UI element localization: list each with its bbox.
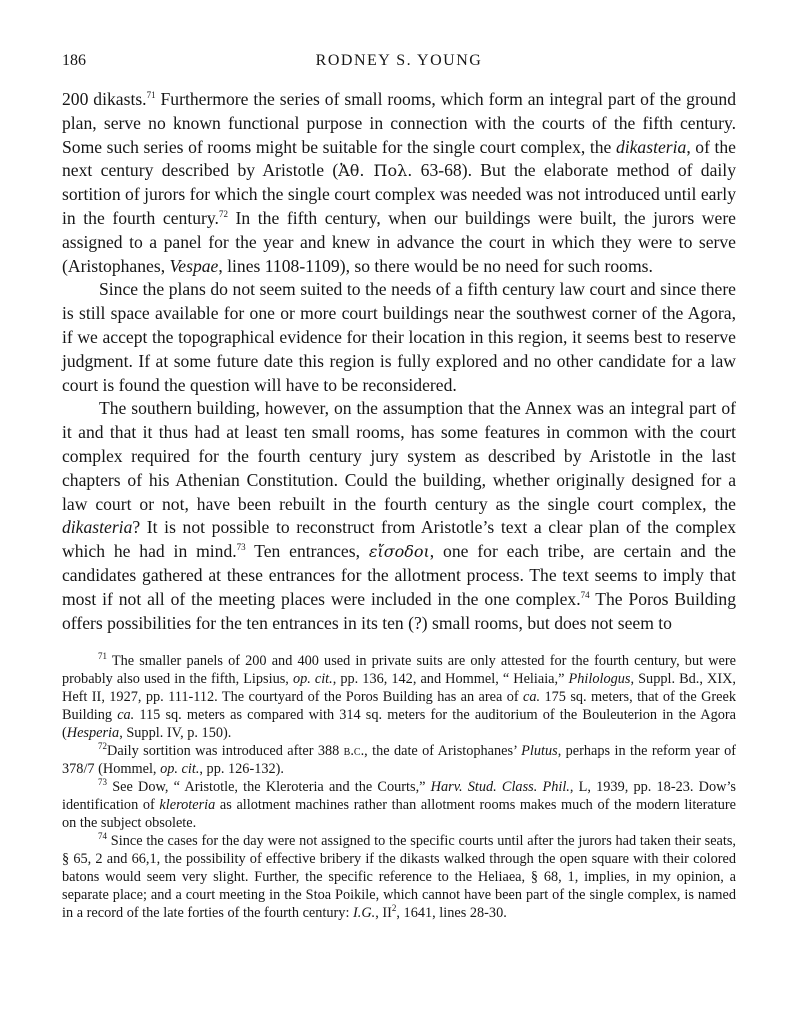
footnote-71: $^{71}$ The smaller panels of 200 and 400 used in private suits are only attested for the fourth century, but were probably also used in the fifth, Lipsius, op. cit., pp. 136, 142, and Hommel, “ Heliaia,” Philologus, Suppl. Bd., XIX, Heft II, 1927, pp. 111-112. The courtyard of the Poros Building has an area of ca. 175 sq. meters, that of the Greek Building ca. 115 sq. meters as compared with 314 sq. meters for the auditorium of the Bouleuterion in the Agora (Hesperia, Suppl. IV, p. 150). — [62, 651, 736, 742]
footnote-73: $^{73}$ See Dow, “ Aristotle, the Kleroteria and the Courts,” Harv. Stud. Class. Phil., L, 1939, pp. 18-23. Dow’s identification of kleroteria as allotment machines rather than allotment rooms makes much of the modern literature on the subject obsolete. — [62, 777, 736, 832]
paragraph-2: Since the plans do not seem suited to the needs of a fifth century law court and since there is still space available for one or more court buildings near the southwest corner of the Agora, if we accept the topographical evidence for their location in this region, it seems best to reserve judgment. If at some future date this region is fully explored and no other candidate for a law court is found the question will have to be reconsidered. — [62, 279, 736, 395]
footnote-ref-74: 74 — [580, 589, 590, 600]
greek-citation: Ἀθ. Πολ. — [338, 161, 413, 181]
paragraph-1: 200 dikasts.$^{71}$ Furthermore the series of small rooms, which form an integral part of the ground plan, serve no known functional purpose in connection with the courts of the fifth century. Some such series of rooms might be suitable for the single court complex, the dikasteria, of the next century described by Aristotle (Ἀθ. Πολ. 63-68). But the elaborate method of daily sortition of jurors for which the single court complex was needed was not introduced until early in the fourth century.$^{72}$ In the fifth century, when our buildings were built, the jurors were assigned to a panel for the year and knew in advance the court in which they were to serve (Aristophanes, Vespae, lines 1108-1109), so there would be no need for such rooms. — [62, 89, 736, 276]
running-head — [62, 52, 736, 76]
footnote-ref-73: 73 — [236, 542, 246, 553]
footnotes — [62, 652, 736, 922]
footnote-72: $^{72}$Daily sortition was introduced after 388 b.c., the date of Aristophanes’ Plutus, perhaps in the reform year of 378/7 (Hommel, op. cit., pp. 126-132). — [62, 741, 736, 778]
footnote-ref-72: 72 — [218, 209, 228, 220]
paragraph-3: The southern building, however, on the assumption that the Annex was an integral part of it and that it thus had at least ten small rooms, has some features in common with the court complex required for the fourth century jury system as described by Aristotle in the last chapters of his Athenian Constitution. Could the building, whether originally designed for a law court or not, have been rebuilt in the fourth century as the single court complex, the dikasteria? It is not possible to reconstruct from Aristotle’s text a clear plan of the complex which he had in mind.$^{73}$ Ten entrances, εἴσοδοι, one for each tribe, are certain and the candidates gathered at these entrances for the allotment process. The text seems to imply that most if not all of the meeting places were included in the one complex.$^{74}$ The Poros Building offers possibilities for the ten entrances in its ten (?) small rooms, but does not seem to — [62, 398, 736, 633]
footnote-74: $^{74}$ Since the cases for the day were not assigned to the specific courts until after the jurors had taken their seats, § 65, 2 and 66,1, the possibility of effective bribery if the dikasts walked through the open square with their colored batons would seem very slight. Further, the specific reference to the Heliaea, § 68, 1, implies, in my opinion, a separate place; and a court meeting in the Stoa Poikile, which cannot have been part of the single complex, is named in a record of the late forties of the fourth century: I.G., $II^2$, 1641, lines 28-30. — [62, 831, 737, 922]
page — [62, 52, 736, 922]
running-head-author: RODNEY S. YOUNG — [315, 52, 483, 69]
greek-word: εἴσοδοι — [368, 542, 430, 562]
body-text — [62, 88, 736, 635]
footnote-ref-71: 71 — [146, 90, 156, 101]
page-number: 186 — [62, 52, 86, 69]
